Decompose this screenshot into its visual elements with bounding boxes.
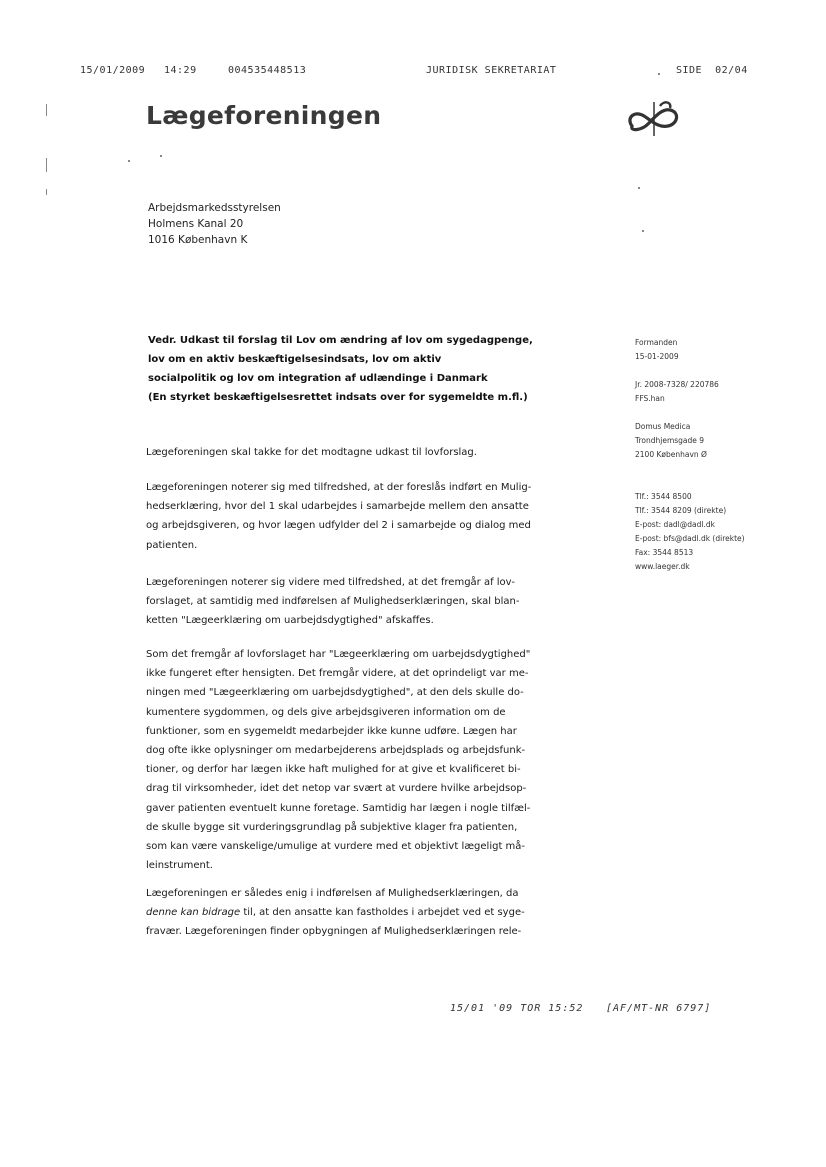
recipient-line: Holmens Kanal 20 (148, 218, 244, 230)
body-line: ketten "Lægeerklæring om uarbejdsdygtighed" afskaffes. (146, 615, 434, 627)
sidebar-address-line: 2100 København Ø (635, 450, 707, 459)
body-line: Lægeforeningen noterer sig videre med tilfredshed, at det fremgår af lov- (146, 577, 515, 588)
body-line: fravær. Lægeforeningen finder opbygningen af Mulighedserklæringen rele- (146, 926, 522, 938)
subject-line: socialpolitik og lov om integration af udlændinge i Danmark (148, 373, 488, 384)
body-paragraph-5 (146, 884, 588, 942)
scan-artifact (46, 104, 47, 116)
body-line: Lægeforeningen noterer sig med tilfredshed, at der foreslås indført en Mulig- (146, 482, 532, 493)
fax-footer-job: [AF/MT-NR 6797] (606, 1003, 712, 1014)
sidebar-address-line: Domus Medica (635, 422, 691, 431)
scan-artifact (638, 187, 640, 189)
sidebar-date: 15-01-2009 (635, 352, 679, 361)
emphasis-text: denne kan bidrage (146, 907, 241, 919)
sidebar-initials: FFS.han (635, 394, 665, 403)
body-line: drag til virksomheder, idet det netop var svært at vurdere hvilke arbejdsop- (146, 783, 527, 795)
body-line: de skulle bygge sit vurderingsgrundlag på subjektive klager fra patienten, (146, 821, 518, 833)
body-line (146, 903, 588, 922)
body-line: tioner, og derfor har lægen ikke haft mulighed for at give et kvalificeret bi- (146, 764, 521, 776)
body-line: Som det fremgår af lovforslaget har "Lægeerklæring om uarbejdsdygtighed" (146, 649, 531, 660)
scan-artifact (658, 73, 660, 75)
subject-heading (148, 331, 533, 407)
fax-date: 15/01/2009 (80, 65, 146, 76)
body-line: Lægeforeningen skal takke for det modtagne udkast til lovforslag. (146, 447, 477, 458)
sidebar-email: E-post: dadl@dadl.dk (635, 520, 715, 529)
body-paragraph-4 (146, 645, 588, 875)
scan-artifact (642, 230, 644, 232)
organization-logo-text: Lægeforeningen (146, 101, 382, 130)
sidebar-email-direct: E-post: bfs@dadl.dk (direkte) (635, 534, 745, 543)
body-line: som kan være vanskelige/umulige at vurdere med et objektivt lægeligt må- (146, 841, 526, 853)
scan-artifact (46, 158, 47, 172)
body-line: kumentere sygdommen, og dels give arbejdsgiveren information om de (146, 706, 506, 718)
sidebar-phone-direct: Tlf.: 3544 8209 (direkte) (635, 506, 727, 515)
sidebar-fax: Fax: 3544 8513 (635, 548, 694, 557)
body-line: leinstrument. (146, 860, 213, 872)
body-line: dog ofte ikke oplysninger om medarbejderens arbejdsplads og arbejdsfunk- (146, 745, 526, 757)
recipient-line: 1016 København K (148, 234, 248, 246)
sidebar-address-line: Trondhjemsgade 9 (635, 436, 705, 445)
sender-info-sidebar (635, 336, 745, 574)
recipient-line: Arbejdsmarkedsstyrelsen (148, 202, 281, 214)
body-paragraph-1 (146, 443, 588, 462)
body-line: gaver patienten eventuelt kunne foretage. Samtidig har lægen i nogle tilfæl- (146, 802, 531, 814)
body-line: Lægeforeningen er således enig i indførelsen af Mulighedserklæringen, da (146, 888, 519, 899)
fax-sender: JURIDISK SEKRETARIAT (426, 65, 557, 76)
body-line: forslaget, at samtidig med indførelsen af Mulighedserklæringen, skal blan- (146, 596, 520, 608)
body-paragraph-2 (146, 478, 588, 555)
subject-line: lov om en aktiv beskæftigelsesindsats, lov om aktiv (148, 354, 442, 365)
fax-page: SIDE 02/04 (676, 65, 748, 76)
sidebar-website: www.laeger.dk (635, 562, 690, 571)
body-paragraph-3 (146, 573, 588, 631)
recipient-address (148, 200, 281, 248)
fax-footer-stamp: 15/01 '09 TOR 15:52 (450, 1003, 584, 1014)
body-line: ningen med "Lægeerklæring om uarbejdsdygtighed", at den dels skulle do- (146, 687, 524, 699)
subject-line: Vedr. Udkast til forslag til Lov om ændring af lov om sygedagpenge, (148, 335, 533, 346)
scan-artifact (160, 155, 162, 157)
sidebar-reference: Jr. 2008-7328/ 220786 (635, 380, 719, 389)
scan-artifact (46, 189, 47, 195)
body-line-rest: til, at den ansatte kan fastholdes i arbejdet ved et syge- (240, 907, 525, 919)
body-line: patienten. (146, 539, 198, 551)
body-line: og arbejdsgiveren, og hvor lægen udfylder del 2 i samarbejde og dialog med (146, 520, 531, 532)
body-line: hedserklæring, hvor del 1 skal udarbejdes i samarbejde mellem den ansatte (146, 501, 529, 513)
fax-number: 004535448513 (228, 65, 307, 76)
serpent-staff-logo-icon (624, 98, 684, 140)
scan-artifact (128, 160, 130, 162)
subject-line: (En styrket beskæftigelsesrettet indsats over for sygemeldte m.fl.) (148, 392, 528, 403)
body-line: ikke fungeret efter hensigten. Det fremgår videre, at det oprindeligt var me- (146, 668, 529, 680)
body-line: funktioner, som en sygemeldt medarbejder ikke kunne udføre. Lægen har (146, 725, 517, 737)
sidebar-dept: Formanden (635, 338, 678, 347)
sidebar-phone: Tlf.: 3544 8500 (635, 492, 692, 501)
fax-time: 14:29 (164, 65, 197, 76)
